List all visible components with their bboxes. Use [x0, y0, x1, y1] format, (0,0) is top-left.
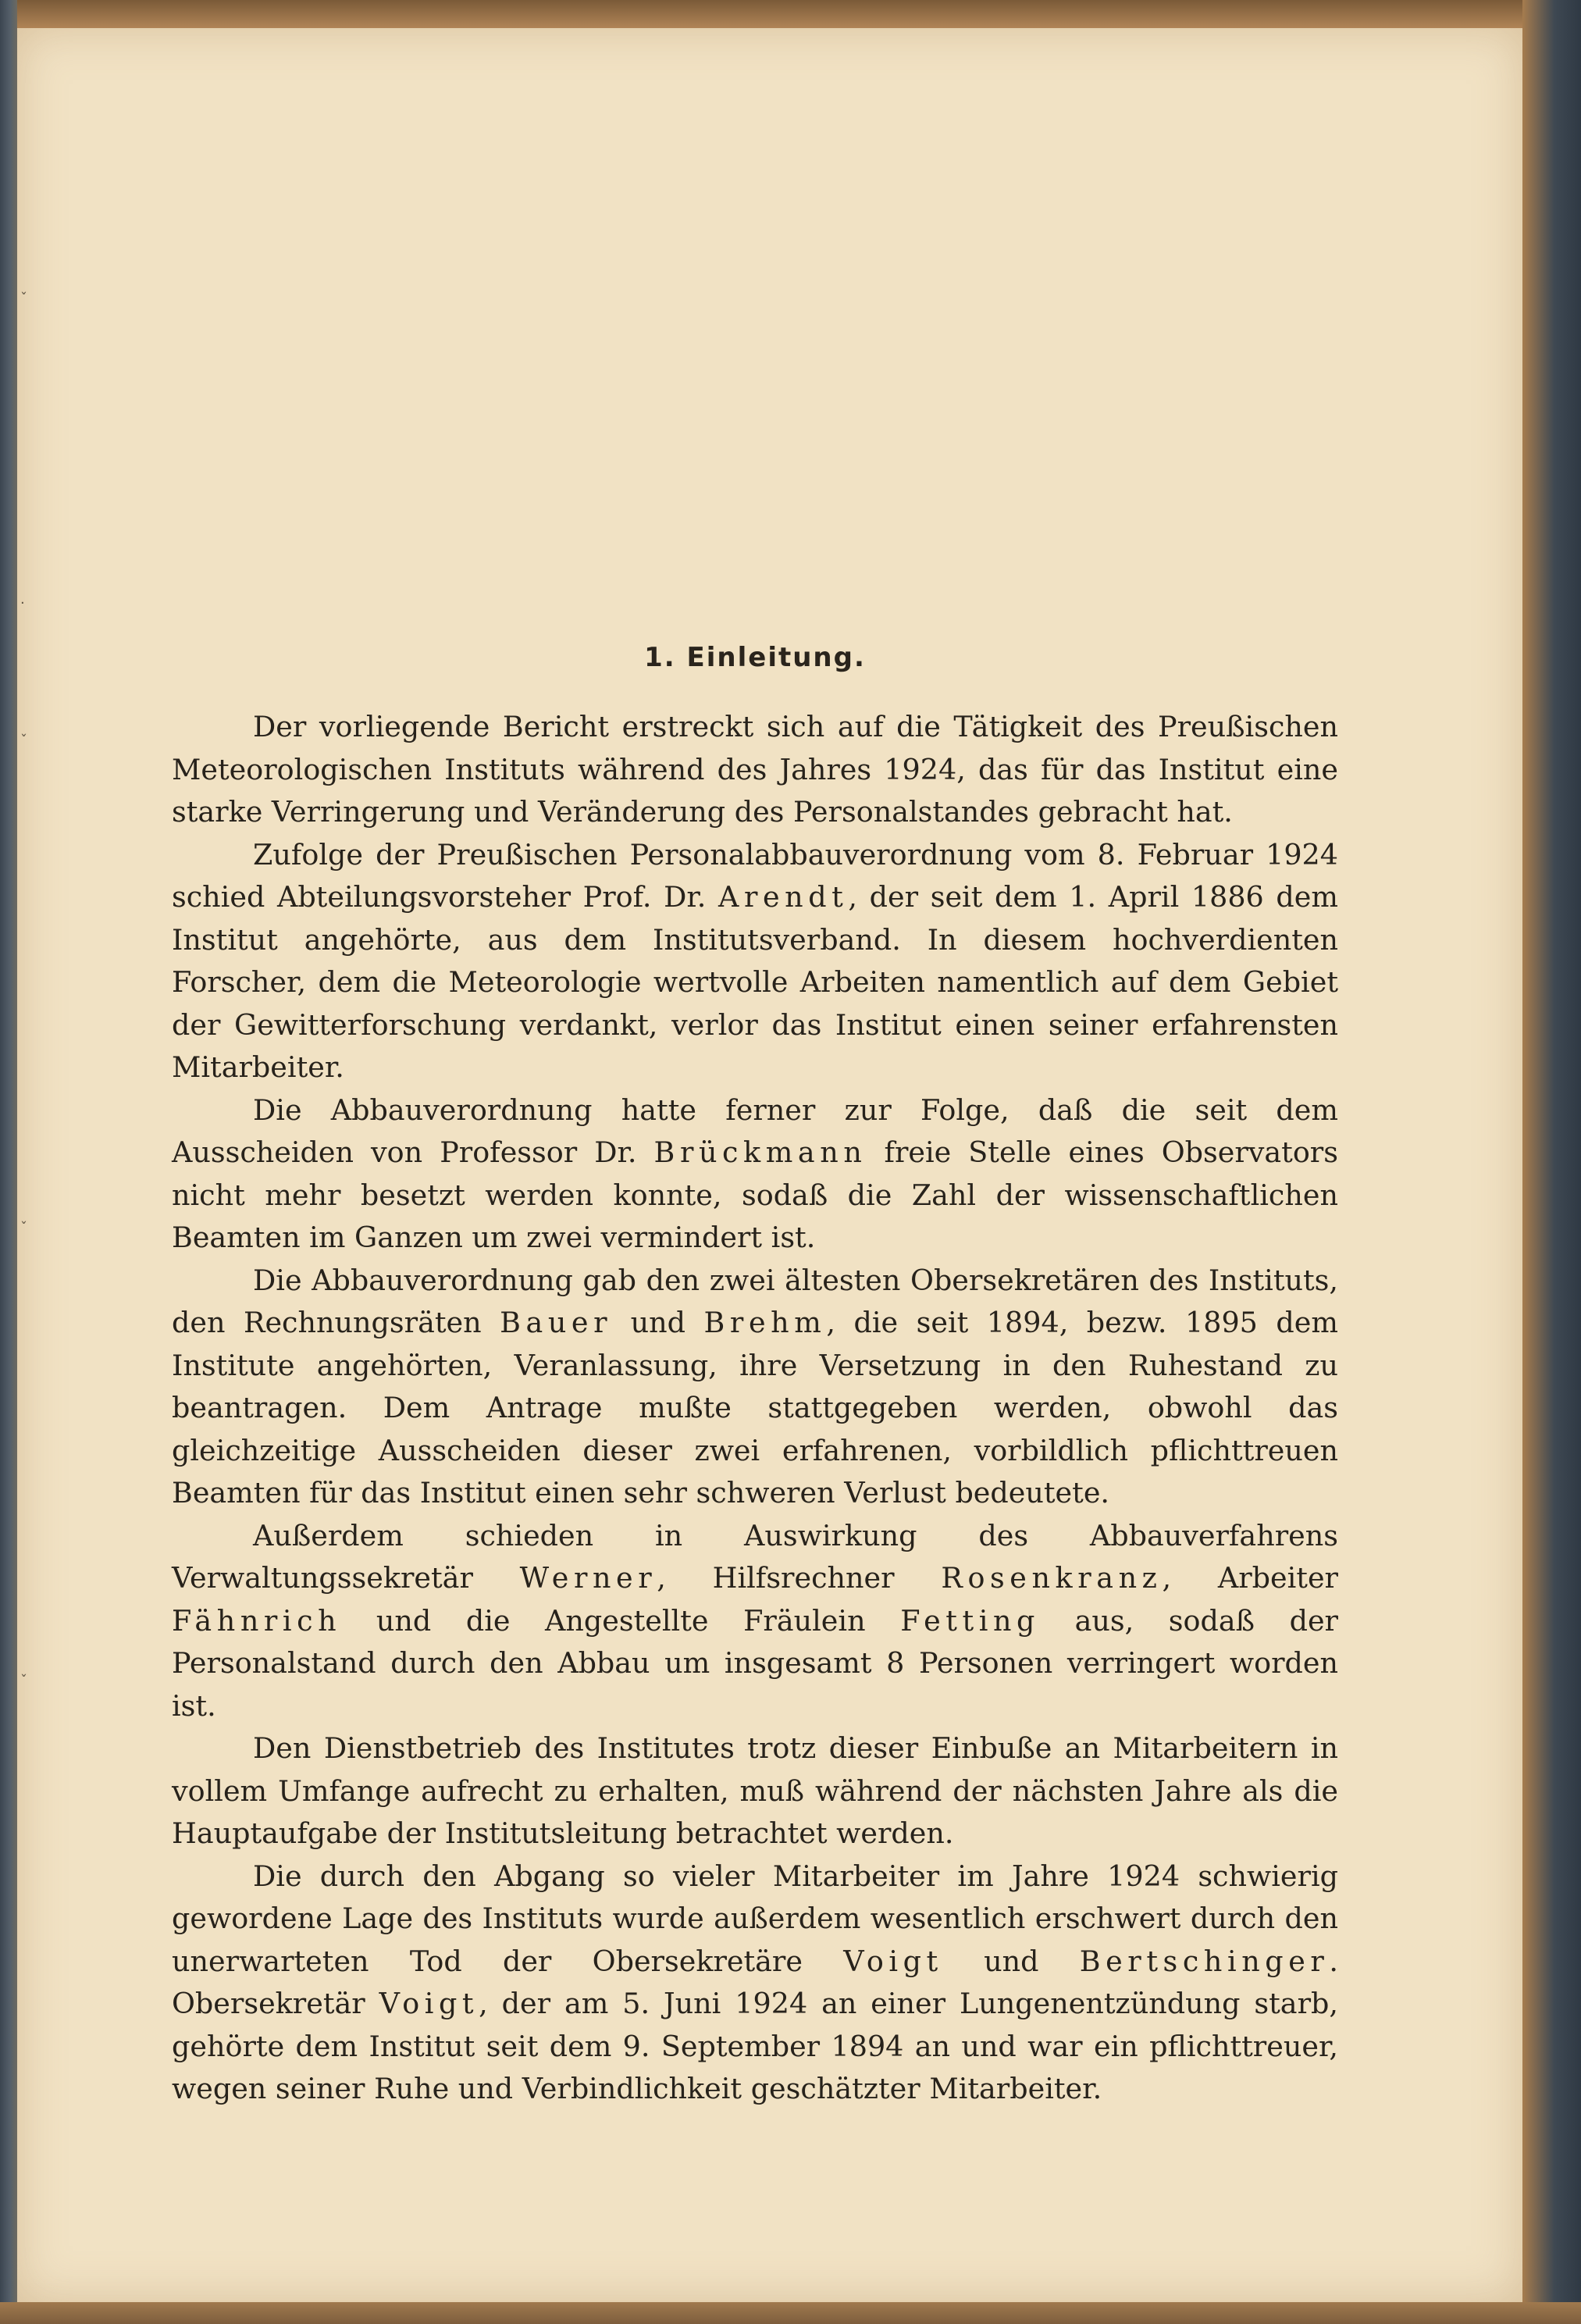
text-run: Die durch den Abgang so vieler Mitarbeiter im Jahre 1924 schwierig gewordene Lage des Instituts wurde außerdem wesentlich erschwert durch den unerwarteten Tod der Obersekretäre: [172, 1859, 1338, 1978]
text-run: Die Abbauverordnung hatte ferner zur Folge, daß die seit dem Ausscheiden von Professor Dr.: [172, 1092, 1338, 1169]
text-run: , der seit dem 1. April 1886 dem Institut angehörte, aus dem Institutsverband. In diesem hochverdienten Forscher, dem die Meteorologie wertvolle Arbeiten namentlich auf dem Gebiet der Gewitterforschung verdankt, verlor das Institut einen seiner erfahrensten Mitarbeiter.: [172, 880, 1338, 1084]
text-run: aus, sodaß der Personalstand durch den Abbau um insgesamt 8 Personen verringert worden ist.: [172, 1603, 1338, 1723]
spaced-name: Fähnrich: [172, 1603, 342, 1638]
spaced-name: Rosenkranz: [941, 1561, 1163, 1595]
paragraph: [172, 1727, 1338, 1855]
text-run: und: [612, 1306, 704, 1339]
text-run: Zufolge der Preußischen Personalabbauverordnung vom 8. Februar 1924 schied Abteilungsvorsteher Prof. Dr.: [172, 837, 1338, 914]
paragraph: [172, 1515, 1338, 1728]
spaced-name: Bertschinger: [1079, 1944, 1330, 1978]
binding-mark: ·: [20, 595, 25, 611]
binding-mark: ˇ: [20, 1673, 27, 1689]
spaced-name: Voigt: [843, 1944, 943, 1978]
spaced-name: Bauer: [500, 1306, 613, 1339]
cover-edge-left: [0, 0, 17, 2324]
text-run: Außerdem schieden in Auswirkung des Abbauverfahrens Verwaltungssekretär: [172, 1518, 1338, 1595]
text-run: , die seit 1894, bezw. 1895 dem Institute angehörten, Veranlassung, ihre Versetzung in den Ruhestand zu beantragen. Dem Antrage mußte stattgegeben werden, obwohl das gleichzeitige Ausscheiden dieser zwei erfahrenen, vorbildlich pflichttreuen Beamten für das Institut einen sehr schweren Verlust bedeutete.: [172, 1306, 1338, 1510]
text-run: und: [942, 1944, 1080, 1978]
cover-edge-bottom: [0, 2302, 1581, 2324]
binding-mark: ˇ: [20, 1220, 27, 1236]
paragraph: [172, 834, 1338, 1089]
binding-mark: ˇ: [20, 732, 27, 749]
spaced-name: Voigt: [379, 1987, 479, 2020]
spaced-name: Arendt: [718, 880, 849, 914]
text-block: [172, 642, 1338, 2111]
spaced-name: Werner: [519, 1561, 657, 1595]
paragraph: [172, 706, 1338, 834]
paragraph: [172, 1089, 1338, 1260]
text-run: Die Abbauverordnung gab den zwei ältesten Obersekretären des Instituts, den Rechnungsräten: [172, 1263, 1338, 1339]
text-run: , Hilfsrechner: [657, 1561, 942, 1595]
binding-mark: ˇ: [20, 290, 27, 307]
text-run: Den Dienstbetrieb des Institutes trotz dieser Einbuße an Mitarbeitern in vollem Umfange aufrecht zu erhalten, muß während der nächsten Jahre als die Hauptaufgabe der Institutsleitung betrachtet werden.: [172, 1731, 1338, 1850]
spaced-name: Fetting: [900, 1603, 1040, 1638]
spaced-name: Brückmann: [653, 1135, 867, 1169]
text-run: , der am 5. Juni 1924 an einer Lungenentzündung starb, gehörte dem Institut seit dem 9. September 1894 an und war ein pflichttreuer, wegen seiner Ruhe und Verbindlichkeit geschätzter Mitarbeiter.: [172, 1987, 1338, 2105]
cover-edge-top: [0, 0, 1581, 28]
cover-edge-right: [1522, 0, 1581, 2324]
spaced-name: Brehm: [703, 1306, 827, 1339]
paragraph: [172, 1855, 1338, 2111]
section-heading: 1. Einleitung.: [644, 642, 866, 673]
paragraph: [172, 1260, 1338, 1515]
body-text: [172, 706, 1338, 2111]
text-run: und die Angestellte Fräulein: [341, 1603, 901, 1638]
text-run: freie Stelle eines Observators nicht mehr besetzt werden konnte, sodaß die Zahl der wissenschaftlichen Beamten im Ganzen um zwei vermindert ist.: [172, 1135, 1338, 1254]
text-run: , Arbeiter: [1162, 1561, 1338, 1595]
text-run: Der vorliegende Bericht erstreckt sich auf die Tätigkeit des Preußischen Meteorologischen Instituts während des Jahres 1924, das für das Institut eine starke Verringerung und Veränderung des Personalstandes gebracht hat.: [172, 710, 1338, 829]
book-page: [17, 28, 1522, 2302]
text-run: . Obersekretär: [172, 1944, 1338, 2020]
